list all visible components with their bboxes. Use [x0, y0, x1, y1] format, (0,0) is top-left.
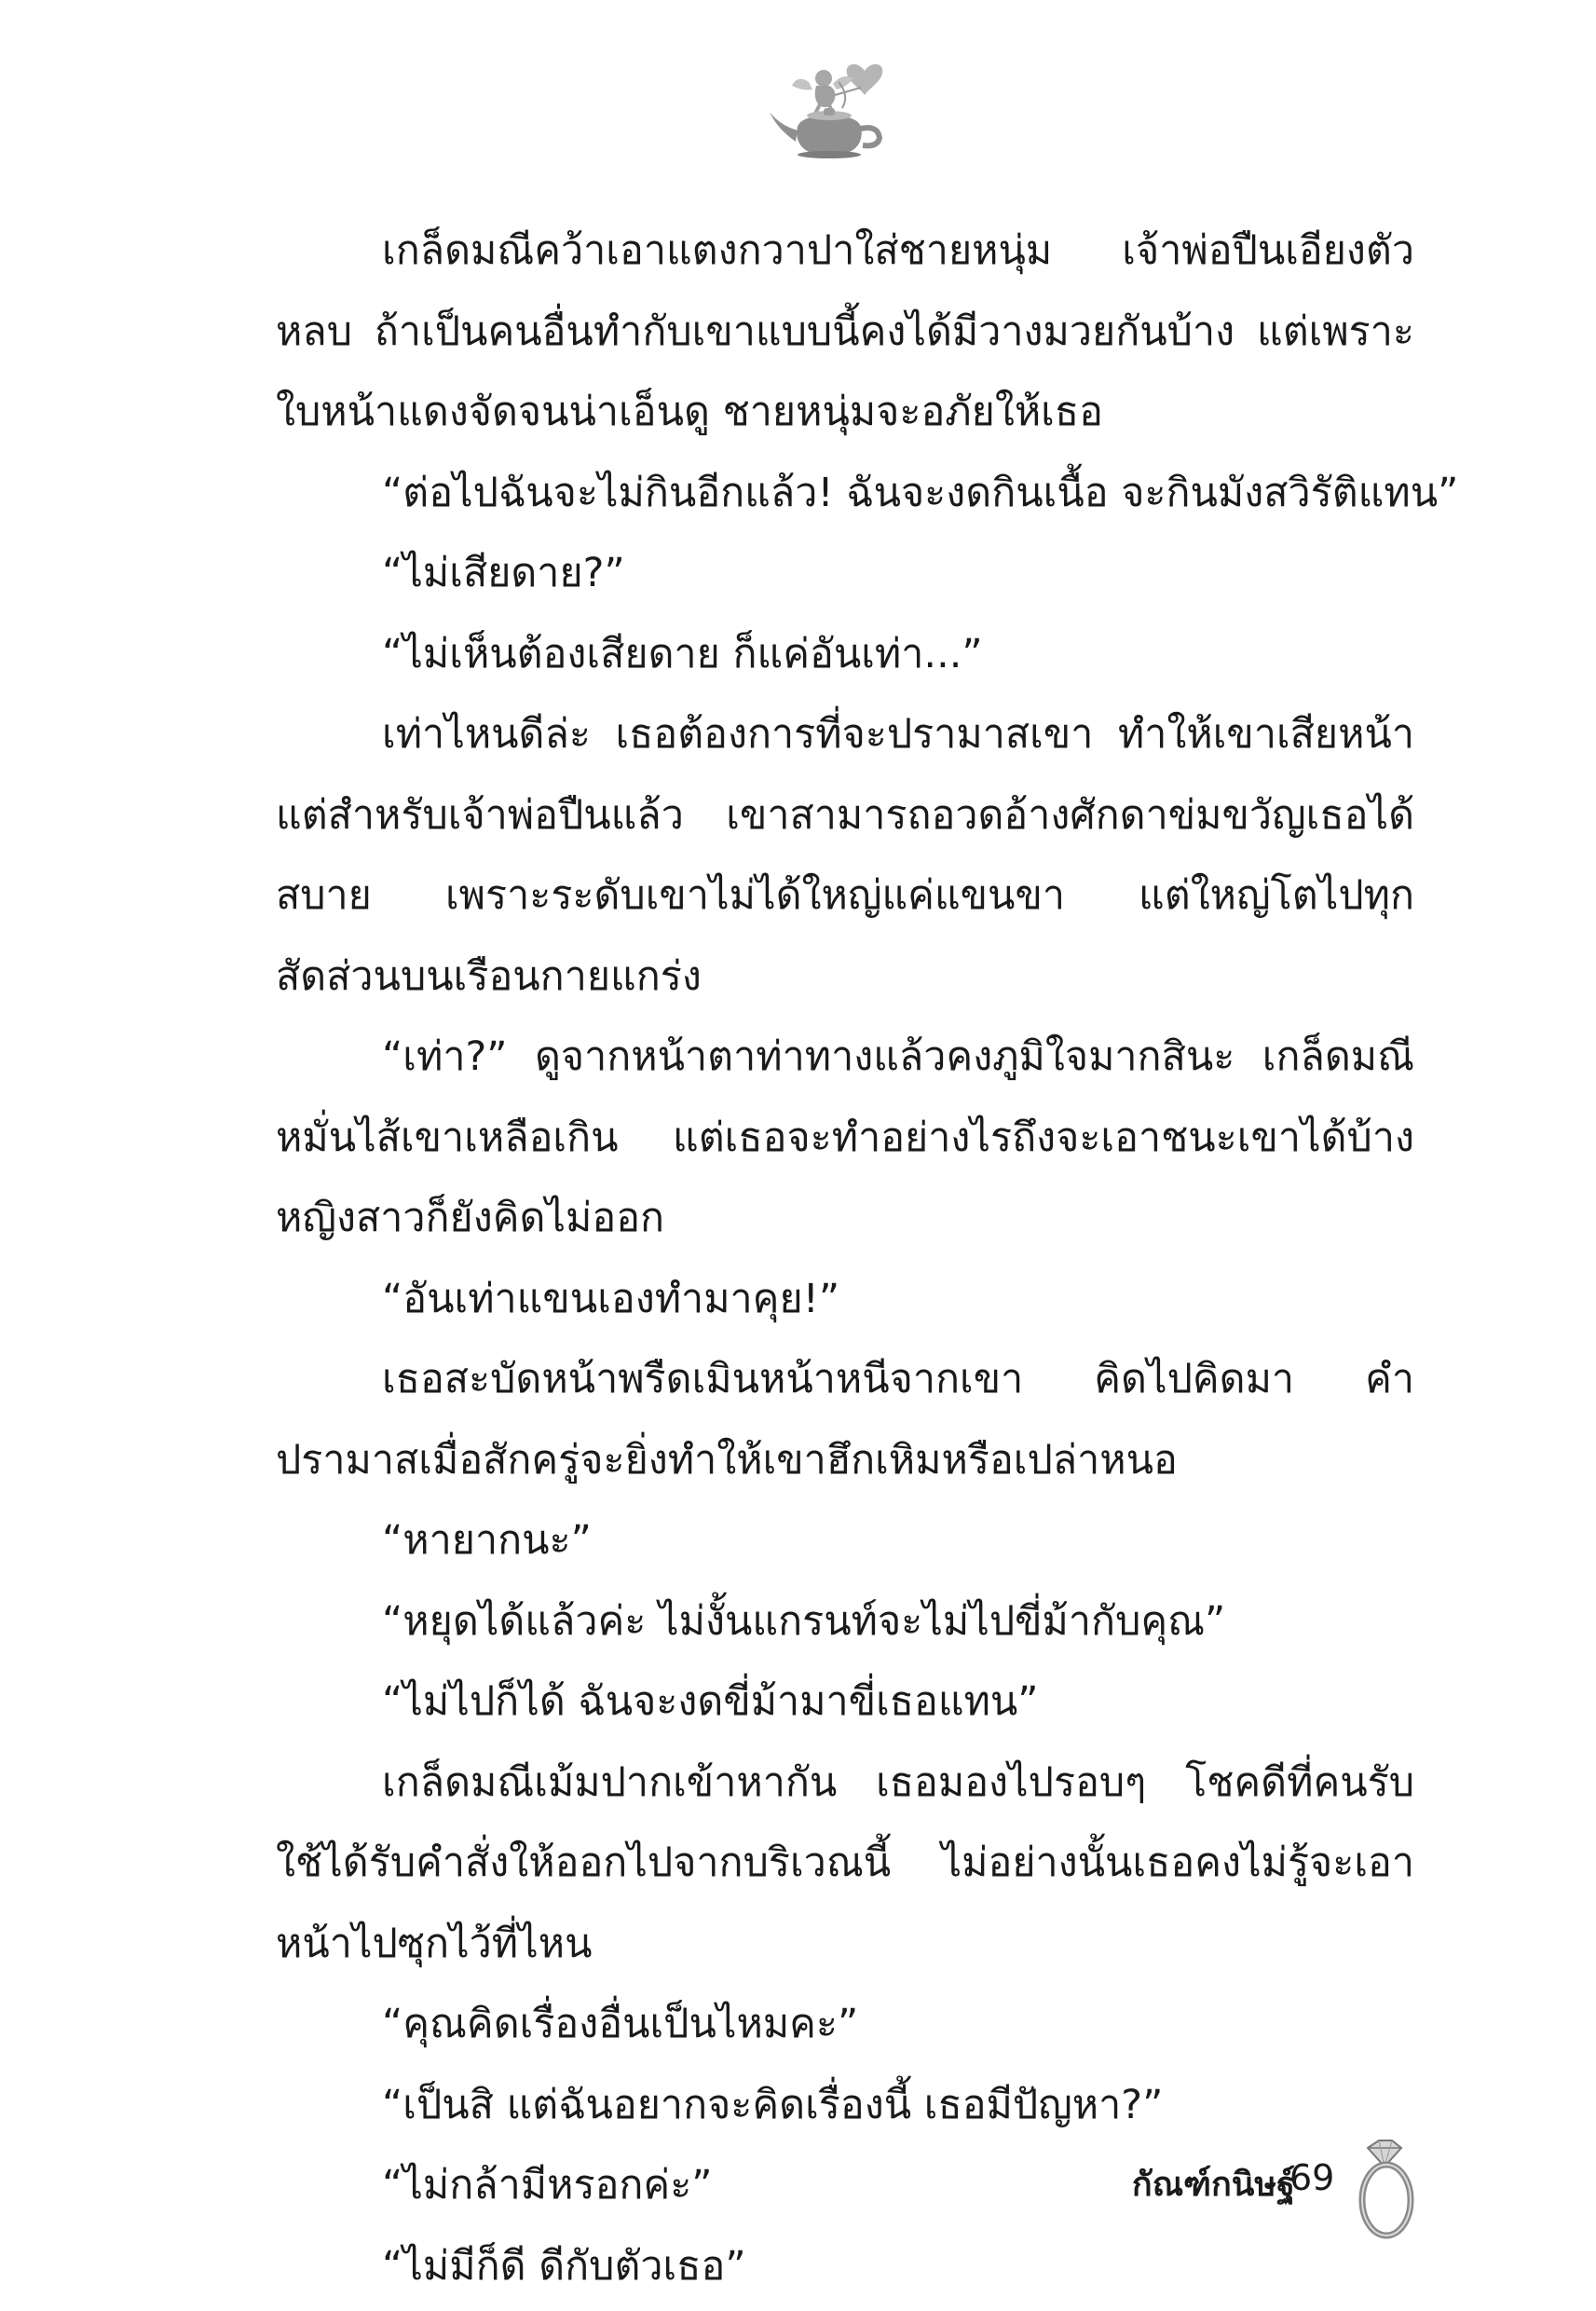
paragraph: เธอสะบัดหน้าพรืดเมินหน้าหนีจากเขา คิดไปคิดมา คำปรามาสเมื่อสักครู่จะยิ่งทำให้เขาฮึกเหิมหรือเปล่าหนอ	[276, 1356, 1414, 1484]
dialogue-line: “ไม่ไปก็ได้ ฉันจะงดขี่ม้ามาขี่เธอแทน”	[382, 1678, 1039, 1725]
paragraph: เกล็ดมณีคว้าเอาแตงกวาปาใส่ชายหนุ่ม เจ้าพ่อปืนเอียงตัวหลบ ถ้าเป็นคนอื่นทำกับเขาแบบนี้คงได้มีวางมวยกันบ้าง แต่เพราะใบหน้าแดงจัดจนน่าเอ็นดู ชายหนุ่มจะอภัยให้เธอ	[276, 227, 1414, 435]
dialogue-line: “อันเท่าแขนเองทำมาคุย!”	[382, 1275, 840, 1322]
dialogue-line: “หยุดได้แล้วค่ะ ไม่งั้นแกรนท์จะไม่ไปขี่ม้ากับคุณ”	[382, 1597, 1226, 1645]
dialogue-line: “ไม่กล้ามีหรอกค่ะ”	[382, 2162, 713, 2208]
story-text	[276, 211, 1459, 2306]
paragraph: “เท่า?” ดูจากหน้าตาท่าทางแล้วคงภูมิใจมากสินะ เกล็ดมณีหมั่นไส้เขาเหลือเกิน แต่เธอจะทำอย่างไรถึงจะเอาชนะเขาได้บ้าง หญิงสาวก็ยังคิดไม่ออก	[276, 1033, 1414, 1241]
page-number: 69	[1289, 2157, 1335, 2198]
dialogue-line: “ไม่เสียดาย?”	[382, 550, 625, 596]
book-title: กัณฑ์กนิษฐ์	[1131, 2166, 1295, 2204]
dialogue-line: “เป็นสิ แต่ฉันอยากจะคิดเรื่องนี้ เธอมีปัญหา?”	[382, 2081, 1164, 2128]
diamond-ring-icon	[1351, 2139, 1425, 2241]
dialogue-line: “ไม่มีก็ดี ดีกับตัวเธอ”	[382, 2242, 746, 2290]
dialogue-line: “คุณคิดเรื่องอื่นเป็นไหมคะ”	[382, 2001, 859, 2047]
dialogue-line: “ไม่เห็นต้องเสียดาย ก็แค่อันเท่า...”	[382, 630, 983, 677]
dialogue-line: “ต่อไปฉันจะไม่กินอีกแล้ว! ฉันจะงดกินเนื้อ จะกินมังสวิรัติแทน”	[382, 469, 1459, 516]
page-footer	[1071, 2139, 1444, 2241]
paragraph: เกล็ดมณีเม้มปากเข้าหากัน เธอมองไปรอบๆ โชคดีที่คนรับใช้ได้รับคำสั่งให้ออกไปจากบริเวณนี้ ไม่อย่างนั้นเธอคงไม่รู้จะเอาหน้าไปซุกไว้ที่ไหน	[276, 1758, 1414, 1967]
teapot-cupid-ornament-icon	[764, 54, 904, 166]
paragraph: เท่าไหนดีล่ะ เธอต้องการที่จะปรามาสเขา ทำให้เขาเสียหน้า แต่สำหรับเจ้าพ่อปืนแล้ว เขาสามารถอวดอ้างศักดาข่มขวัญเธอได้สบาย เพราะระดับเขาไม่ได้ใหญ่แค่แขนขา แต่ใหญ่โตไปทุกสัดส่วนบนเรือนกายแกร่ง	[276, 711, 1414, 1000]
dialogue-line: “หายากนะ”	[382, 1517, 592, 1564]
